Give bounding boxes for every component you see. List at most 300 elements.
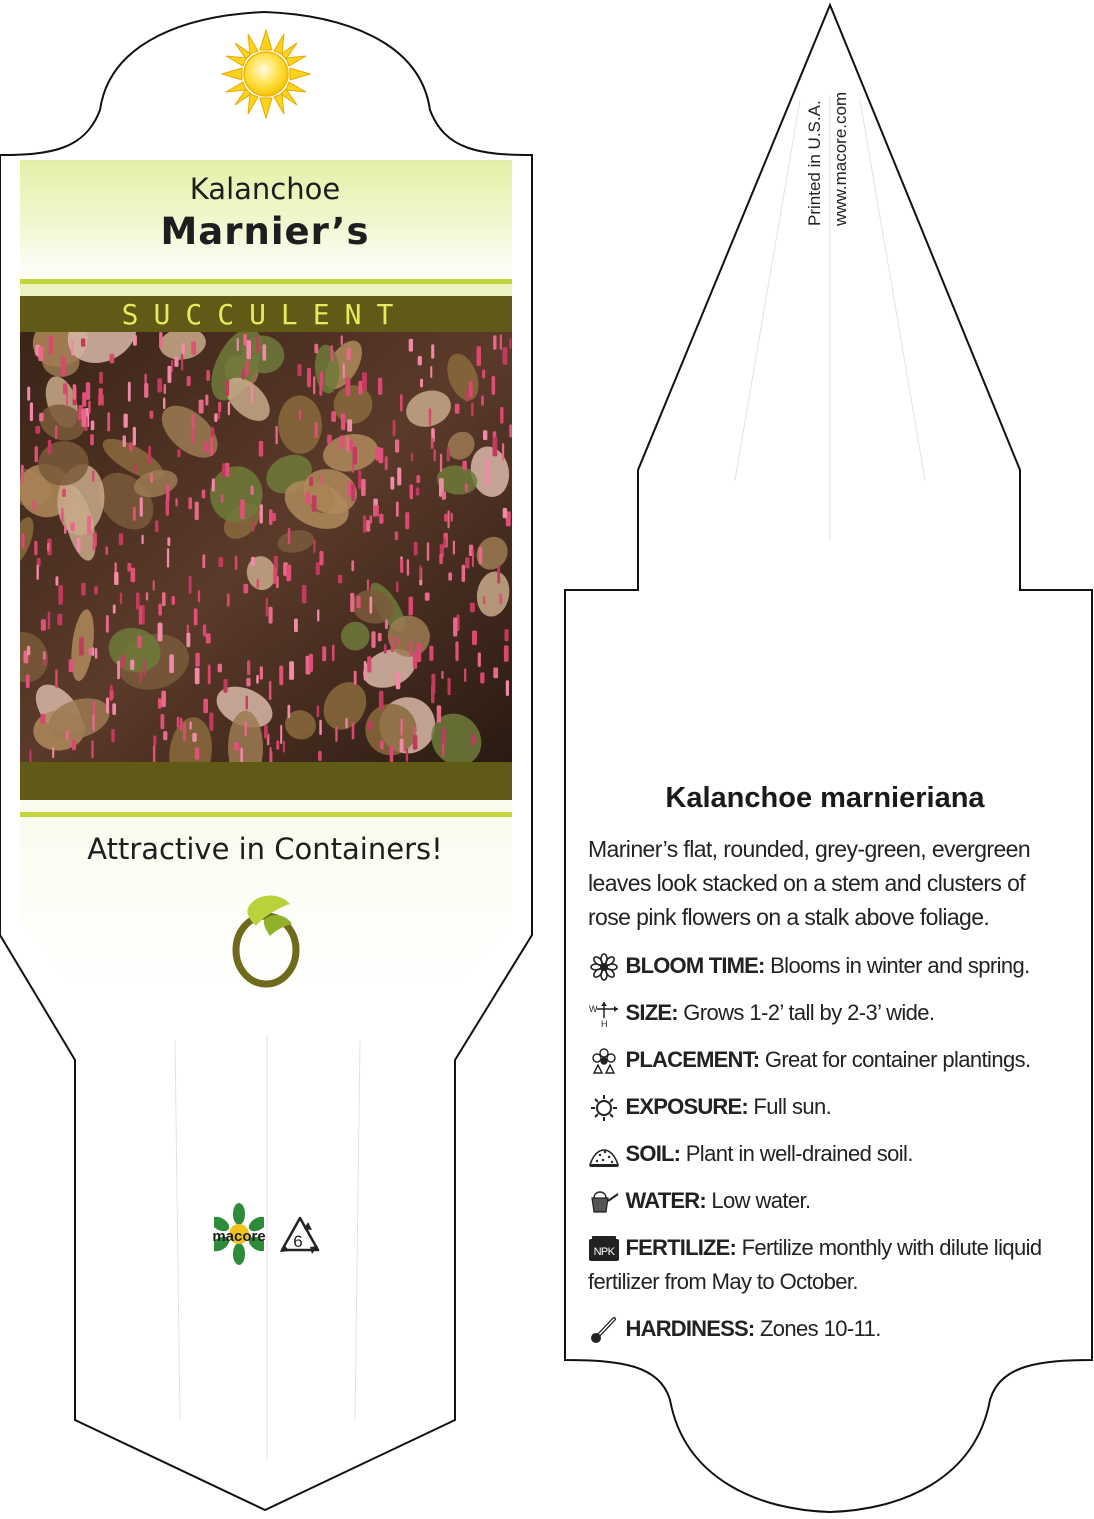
photo-flower xyxy=(379,514,383,524)
photo-flower xyxy=(288,705,291,719)
attr-exposure xyxy=(588,1090,1068,1124)
photo-flower xyxy=(294,619,298,633)
photo-flower xyxy=(251,385,253,403)
photo-flower xyxy=(188,497,192,509)
photo-flower xyxy=(198,590,200,602)
photo-flower xyxy=(37,565,39,580)
photo-flower xyxy=(464,668,466,682)
photo-flower xyxy=(430,366,432,378)
photo-flower xyxy=(209,713,213,731)
photo-flower xyxy=(260,504,263,523)
photo-flower xyxy=(35,446,38,462)
photo-flower xyxy=(225,380,229,396)
photo-flower xyxy=(73,384,77,399)
photo-flower xyxy=(434,449,436,461)
photo-flower xyxy=(72,740,76,751)
photo-flower xyxy=(400,394,403,411)
photo-flower xyxy=(242,369,245,380)
photo-flower xyxy=(183,722,186,741)
photo-flower xyxy=(159,332,162,349)
photo-flower xyxy=(378,378,382,395)
photo-flower xyxy=(130,660,134,670)
flower-icon xyxy=(588,953,620,981)
photo-flower xyxy=(411,453,413,461)
photo-flower xyxy=(414,542,418,556)
photo-flower xyxy=(131,568,136,583)
photo-flower xyxy=(228,402,230,416)
photo-flower xyxy=(148,446,151,465)
attr-label: FERTILIZE: xyxy=(625,1235,737,1260)
photo-flower xyxy=(313,376,315,394)
photo-flower xyxy=(505,629,509,641)
photo-flower xyxy=(225,463,229,477)
photo-flower xyxy=(375,447,380,461)
photo-flower xyxy=(243,334,247,346)
photo-flower xyxy=(506,680,509,696)
photo-flower xyxy=(41,619,46,630)
plant-description: Mariner’s flat, rounded, grey-green, evergreen leaves look stacked on a stem and clusters of rose pink flowers on a stalk above foliage. xyxy=(588,836,1031,930)
photo-flower xyxy=(286,565,291,582)
photo-flower xyxy=(350,593,354,612)
photo-flower xyxy=(237,338,239,351)
photo-flower xyxy=(82,392,86,407)
plant-variety: Marnier’s xyxy=(160,210,370,253)
photo-flower xyxy=(347,436,350,453)
photo-flower xyxy=(111,729,115,742)
photo-flower xyxy=(331,411,336,422)
attr-label: WATER: xyxy=(625,1188,706,1213)
sun-icon xyxy=(220,28,312,120)
photo-flower xyxy=(362,372,367,390)
photo-flower xyxy=(146,592,148,600)
photo-flower xyxy=(47,543,49,552)
photo-flower xyxy=(448,678,451,695)
photo-flower xyxy=(92,715,94,731)
photo-flower xyxy=(177,449,180,457)
photo-flower xyxy=(373,505,376,516)
photo-flower xyxy=(448,572,452,580)
photo-flower xyxy=(509,338,511,349)
photo-flower xyxy=(367,579,369,590)
photo-flower xyxy=(48,611,51,629)
photo-flower xyxy=(214,413,217,422)
photo-flower xyxy=(431,438,434,449)
photo-flower xyxy=(358,470,361,489)
photo-flower xyxy=(34,541,37,556)
photo-flower xyxy=(315,422,318,438)
photo-flower xyxy=(481,395,484,406)
photo-flower xyxy=(158,604,162,616)
photo-flower xyxy=(307,368,311,387)
photo-flower xyxy=(99,372,103,384)
photo-flower xyxy=(79,637,84,655)
photo-flower xyxy=(465,390,469,402)
photo-flower xyxy=(453,618,457,637)
photo-flower xyxy=(485,470,489,485)
photo-flower xyxy=(358,381,362,395)
photo-flower xyxy=(447,447,450,461)
photo-flower xyxy=(210,437,213,456)
photo-flower xyxy=(195,653,199,667)
photo-flower xyxy=(187,376,191,386)
photo-flower xyxy=(499,594,502,605)
photo-flower xyxy=(123,435,126,447)
photo-flower xyxy=(478,653,481,668)
photo-flower xyxy=(256,675,259,684)
photo-flower xyxy=(380,741,383,750)
photo-flower xyxy=(117,661,120,680)
photo-flower xyxy=(246,361,249,376)
photo-flower xyxy=(425,593,430,601)
photo-flower xyxy=(492,376,496,395)
photo-flower xyxy=(55,425,58,439)
photo-flower xyxy=(361,479,366,496)
photo-flower xyxy=(205,395,208,406)
attr-value: Plant in well-drained soil. xyxy=(685,1141,913,1166)
soil-icon xyxy=(588,1141,620,1169)
photo-flower xyxy=(482,370,485,379)
photo-flower xyxy=(218,402,221,413)
photo-flower xyxy=(441,671,443,679)
photo-flower xyxy=(82,409,87,428)
photo-flower xyxy=(502,443,504,460)
photo-flower xyxy=(390,477,394,490)
watering-can-icon xyxy=(588,1188,620,1216)
photo-flower xyxy=(107,412,110,431)
photo-flower xyxy=(202,554,205,568)
photo-flower xyxy=(58,585,63,604)
photo-flower xyxy=(140,670,142,682)
photo-flower xyxy=(276,740,279,749)
photo-flower xyxy=(133,427,136,446)
photo-flower xyxy=(158,623,163,642)
photo-flower xyxy=(269,509,273,525)
photo-flower xyxy=(29,750,31,763)
photo-flower xyxy=(317,609,319,621)
photo-flower xyxy=(251,557,255,566)
photo-flower xyxy=(106,698,109,714)
photo-flower xyxy=(166,485,169,501)
attr-value: Blooms in winter and spring. xyxy=(770,953,1030,978)
attr-value: Fertilize monthly with dilute liquid fertilizer from May to October. xyxy=(588,1235,1042,1294)
photo-flower xyxy=(279,666,283,686)
photo-flower xyxy=(312,495,317,511)
photo-flower xyxy=(199,400,204,414)
photo-flower xyxy=(89,648,92,656)
photo-flower xyxy=(30,402,33,421)
photo-flower xyxy=(401,718,403,736)
photo-flower xyxy=(269,607,273,624)
photo-flower xyxy=(240,499,245,519)
photo-flower xyxy=(153,735,156,745)
photo-flower xyxy=(345,718,347,729)
photo-flower xyxy=(384,644,387,654)
photo-flower xyxy=(462,461,466,470)
photo-flower xyxy=(247,660,250,675)
photo-flower xyxy=(129,442,133,451)
photo-flower xyxy=(27,646,30,655)
photo-flower xyxy=(327,435,332,444)
attr-label: SOIL: xyxy=(625,1141,681,1166)
photo-flower xyxy=(317,705,320,717)
photo-flower xyxy=(431,674,435,694)
photo-flower xyxy=(218,664,222,673)
photo-flower xyxy=(341,335,343,345)
attr-fertilize xyxy=(588,1231,1068,1299)
photo-flower xyxy=(351,560,354,571)
photo-flower xyxy=(168,366,172,383)
photo-flower xyxy=(61,357,66,377)
photo-flower xyxy=(493,335,496,350)
photo-flower xyxy=(470,603,475,613)
photo-flower xyxy=(448,510,450,528)
attr-soil xyxy=(588,1137,1068,1171)
photo-flower xyxy=(379,691,384,710)
photo-flower xyxy=(288,528,291,545)
photo-flower xyxy=(92,470,94,482)
photo-flower xyxy=(43,651,46,659)
photo-flower xyxy=(175,498,177,506)
photo-flower xyxy=(348,481,352,496)
photo-flower xyxy=(128,382,131,402)
npk-icon xyxy=(588,1235,620,1263)
photo-flower xyxy=(22,533,25,548)
photo-flower xyxy=(442,727,445,744)
photo-flower xyxy=(61,508,63,523)
photo-flower xyxy=(257,579,259,588)
svg-text:H: H xyxy=(601,1019,607,1029)
photo-flower xyxy=(322,646,326,661)
photo-flower xyxy=(280,725,282,744)
photo-flower xyxy=(163,398,165,410)
photo-flower xyxy=(203,624,206,636)
photo-flower xyxy=(409,597,414,616)
photo-flower xyxy=(309,654,313,672)
photo-flower xyxy=(81,338,85,346)
photo-flower xyxy=(124,414,128,428)
photo-flower xyxy=(340,435,343,449)
attr-hardiness xyxy=(588,1312,1068,1346)
photo-flower xyxy=(161,691,166,707)
photo-flower xyxy=(318,751,322,761)
photo-flower xyxy=(191,428,194,444)
photo-flower xyxy=(331,345,333,362)
thermometer-icon xyxy=(588,1316,620,1344)
photo-flower xyxy=(186,633,190,648)
photo-flower xyxy=(418,356,422,365)
photo-flower xyxy=(110,690,114,700)
photo-flower xyxy=(219,557,224,567)
photo-flower xyxy=(437,705,441,722)
photo-flower xyxy=(164,384,166,394)
website-label: www.macore.com xyxy=(831,91,850,226)
attr-value: Full sun. xyxy=(753,1094,832,1119)
front-tagline: Attractive in Containers! xyxy=(87,832,443,866)
photo-flower xyxy=(172,596,175,605)
photo-flower xyxy=(264,725,268,739)
photo-flower xyxy=(161,714,165,729)
photo-flower xyxy=(166,498,170,515)
photo-flower xyxy=(112,703,116,715)
attr-water xyxy=(588,1184,1068,1218)
photo-flower xyxy=(55,670,58,689)
photo-flower xyxy=(158,698,162,709)
photo-flower xyxy=(313,540,315,553)
photo-flower xyxy=(416,643,421,663)
photo-flower xyxy=(503,508,507,518)
photo-flower xyxy=(38,347,43,361)
photo-flower xyxy=(71,339,74,356)
photo-flower xyxy=(169,654,174,673)
photo-flower xyxy=(90,434,94,445)
photo-flower xyxy=(462,565,466,582)
photo-flower xyxy=(227,593,230,606)
attr-bloom-time xyxy=(588,949,1068,983)
photo-flower xyxy=(143,660,146,675)
photo-flower xyxy=(338,575,342,584)
photo-flower xyxy=(500,407,503,424)
photo-flower xyxy=(195,502,199,520)
printed-in-label: Printed in U.S.A. xyxy=(805,100,824,226)
photo-flower xyxy=(119,533,123,545)
photo-flower xyxy=(243,584,248,594)
photo-flower xyxy=(352,463,354,473)
photo-flower xyxy=(204,442,209,452)
photo-flower xyxy=(376,505,379,517)
photo-flower xyxy=(319,551,323,566)
photo-flower xyxy=(251,486,254,496)
photo-flower xyxy=(87,516,91,536)
photo-flower xyxy=(153,580,155,591)
photo-flower xyxy=(395,531,399,540)
photo-flower xyxy=(21,465,24,483)
photo-flower xyxy=(81,583,86,596)
photo-flower xyxy=(316,562,320,575)
photo-flower xyxy=(212,478,215,491)
photo-flower xyxy=(407,559,409,576)
photo-flower xyxy=(493,437,498,457)
photo-flower xyxy=(133,507,136,521)
photo-flower xyxy=(218,411,220,419)
photo-flower xyxy=(62,489,66,497)
photo-flower xyxy=(162,592,166,606)
photo-flower xyxy=(110,354,115,364)
photo-flower xyxy=(368,721,372,730)
photo-flower xyxy=(465,483,468,492)
photo-band-bottom xyxy=(20,762,512,800)
photo-flower xyxy=(272,513,276,521)
photo-flower xyxy=(420,379,423,388)
photo-flower xyxy=(319,720,322,735)
photo-flower xyxy=(235,556,238,570)
photo-flower xyxy=(395,440,399,453)
photo-flower xyxy=(351,483,355,501)
photo-flower xyxy=(335,726,337,742)
photo-flower xyxy=(367,656,371,672)
photo-flower xyxy=(276,426,278,445)
photo-flower xyxy=(195,747,199,759)
photo-flower xyxy=(483,596,485,604)
photo-flower xyxy=(413,735,418,750)
photo-flower xyxy=(190,721,192,729)
photo-flower xyxy=(283,741,285,753)
photo-flower xyxy=(260,666,263,679)
photo-flower xyxy=(429,408,432,425)
photo-flower xyxy=(92,647,95,656)
attr-label: EXPOSURE: xyxy=(625,1094,748,1119)
photo-flower xyxy=(57,614,62,626)
photo-flower xyxy=(343,363,345,378)
photo-flower xyxy=(202,490,206,499)
photo-flower xyxy=(69,659,74,672)
photo-flower xyxy=(297,364,301,376)
attr-value: Great for container plantings. xyxy=(764,1047,1031,1072)
photo-flower xyxy=(319,474,321,484)
photo-flower xyxy=(385,456,388,470)
plant-photo xyxy=(20,332,512,762)
photo-flower xyxy=(224,679,228,693)
photo-flower xyxy=(113,605,116,614)
photo-flower xyxy=(503,347,508,365)
category-label: SUCCULENT xyxy=(121,298,409,331)
photo-flower xyxy=(195,668,200,685)
photo-flower xyxy=(64,525,67,534)
placement-icon xyxy=(588,1047,620,1075)
photo-flower xyxy=(400,739,404,753)
photo-flower xyxy=(114,572,118,585)
photo-flower xyxy=(211,427,215,437)
photo-flower xyxy=(181,343,184,354)
photo-flower xyxy=(136,593,140,610)
photo-flower xyxy=(443,538,446,546)
photo-flower xyxy=(150,411,154,419)
photo-flower xyxy=(370,596,373,613)
photo-flower xyxy=(266,598,268,617)
photo-flower xyxy=(262,344,266,361)
photo-flower xyxy=(252,522,254,532)
photo-flower xyxy=(157,378,162,392)
photo-flower xyxy=(354,671,357,685)
photo-flower xyxy=(320,371,323,386)
recycle-code: 6 xyxy=(293,1232,303,1251)
photo-flower xyxy=(472,550,474,568)
attr-value: Low water. xyxy=(711,1188,811,1213)
photo-flower xyxy=(94,586,98,594)
photo-flower xyxy=(86,382,91,400)
sun-icon xyxy=(588,1094,620,1122)
photo-flower xyxy=(56,576,59,586)
photo-flower xyxy=(305,492,310,503)
photo-flower xyxy=(48,440,52,454)
photo-flower xyxy=(378,633,382,642)
attr-placement xyxy=(588,1043,1068,1077)
photo-flower xyxy=(191,342,196,355)
attr-value: Grows 1-2’ tall by 2-3’ wide. xyxy=(683,1000,935,1025)
plant-genus: Kalanchoe xyxy=(189,172,341,206)
photo-flower xyxy=(477,346,482,366)
photo-flower xyxy=(155,520,159,532)
photo-flower xyxy=(66,730,69,741)
photo-flower xyxy=(259,441,264,457)
photo-flower xyxy=(189,576,192,594)
photo-flower xyxy=(390,746,394,762)
photo-flower xyxy=(35,426,40,434)
photo-flower xyxy=(39,413,44,422)
attr-label: HARDINESS: xyxy=(625,1316,755,1341)
photo-flower xyxy=(314,344,318,354)
photo-flower xyxy=(480,672,484,683)
photo-flower xyxy=(93,540,96,550)
